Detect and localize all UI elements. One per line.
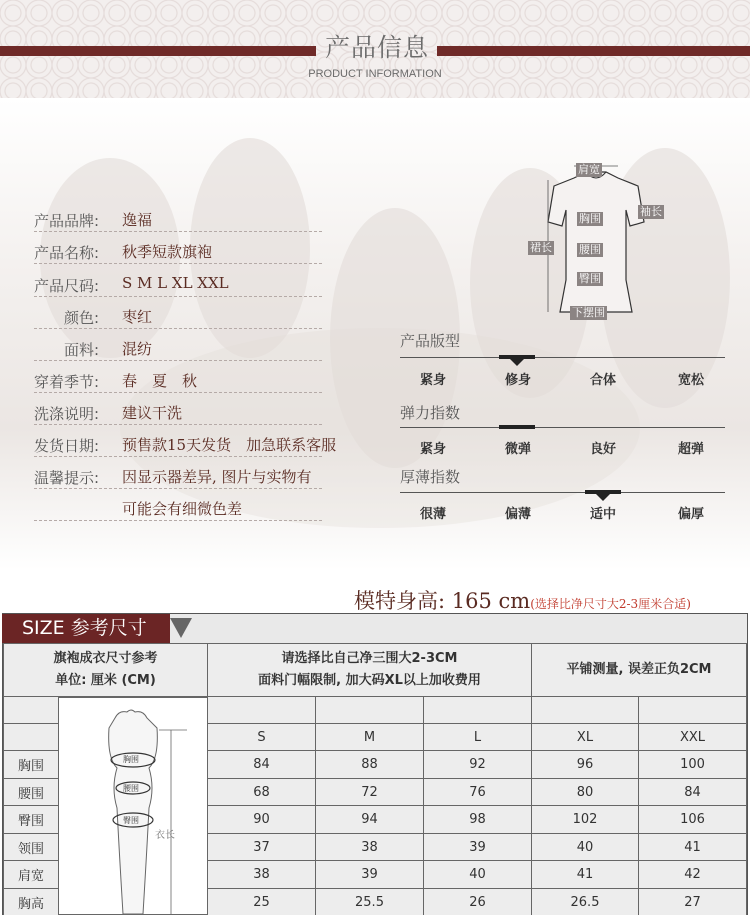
size-value-cell: 39 — [315, 860, 424, 889]
size-value-cell: 27 — [638, 888, 747, 915]
info-label: 产品尺码: — [34, 277, 100, 295]
info-value: 预售款15天发货 加急联系客服 — [122, 436, 337, 454]
size-header-line: 旗袍成衣尺寸参考 — [53, 651, 158, 666]
size-value-cell: 42 — [638, 860, 747, 889]
table-cell-blank — [207, 696, 316, 724]
fit-option: 修身 — [504, 373, 531, 388]
size-value-cell: 68 — [207, 778, 316, 807]
info-value: 可能会有细微色差 — [122, 500, 243, 518]
size-header-line: 单位: 厘米 (CM) — [55, 673, 156, 688]
size-value-cell: 40 — [423, 860, 532, 889]
size-value-cell: 38 — [207, 860, 316, 889]
size-value-cell: 25 — [207, 888, 316, 915]
fit-option: 合体 — [589, 373, 616, 388]
fit-option: 宽松 — [677, 373, 704, 388]
size-figure — [58, 697, 208, 915]
thickness-option: 偏厚 — [677, 507, 704, 522]
info-label: 穿着季节: — [34, 373, 100, 391]
dress-label-chest: 胸围 — [579, 212, 601, 225]
info-value: 因显示器差异, 图片与实物有 — [122, 468, 312, 486]
size-value-cell: 92 — [423, 750, 532, 779]
size-value-cell: 40 — [531, 833, 639, 862]
figure-label-length: 衣长 — [155, 830, 175, 841]
dress-label-shoulder: 肩宽 — [578, 163, 600, 176]
thickness-option: 很薄 — [419, 507, 446, 522]
table-cell-blank — [315, 696, 424, 724]
model-height-note: (选择比净尺寸大2-3厘米合适) — [530, 597, 691, 611]
size-value-cell: 100 — [638, 750, 747, 779]
info-value: 逸福 — [122, 211, 153, 229]
section-header — [0, 0, 750, 98]
info-label: 产品品牌: — [34, 212, 100, 230]
size-header-unit — [3, 643, 208, 697]
size-value-cell: 26 — [423, 888, 532, 915]
size-value-cell: 76 — [423, 778, 532, 807]
table-cell-blank — [3, 696, 59, 724]
qipao-figure-icon — [59, 698, 207, 914]
figure-label-waist: 腰围 — [123, 784, 139, 793]
size-row-label: 臀围 — [3, 805, 59, 834]
size-value-cell: 80 — [531, 778, 639, 807]
fit-index-title: 产品版型 — [400, 332, 461, 350]
dress-label-waist: 腰围 — [579, 243, 601, 256]
dress-label-hem: 下摆围 — [572, 306, 605, 319]
size-value-cell: 106 — [638, 805, 747, 834]
stretch-option: 超弹 — [677, 442, 704, 457]
size-col-header: XXL — [638, 723, 747, 751]
size-value-cell: 84 — [207, 750, 316, 779]
size-col-header: M — [315, 723, 424, 751]
info-row-name — [34, 240, 322, 264]
size-header-line: 请选择比自己净三围大2-3CM — [281, 651, 458, 666]
stretch-index-line — [400, 427, 725, 428]
info-row-color — [34, 305, 322, 329]
size-value-cell: 39 — [423, 833, 532, 862]
size-value-cell: 96 — [531, 750, 639, 779]
section-title: 产品信息 — [324, 33, 429, 62]
stretch-option: 紧身 — [419, 442, 446, 457]
info-value: 混纺 — [122, 340, 153, 358]
size-value-cell: 37 — [207, 833, 316, 862]
size-row-label: 领围 — [3, 833, 59, 862]
info-row-tip-cont — [34, 497, 322, 521]
thickness-option: 适中 — [589, 507, 616, 522]
header-bar-right — [437, 46, 750, 56]
table-cell-blank — [531, 696, 639, 724]
thickness-index-line — [400, 492, 725, 493]
info-label: 面料: — [64, 341, 100, 359]
figure-label-chest: 胸围 — [123, 755, 139, 764]
size-value-cell: 88 — [315, 750, 424, 779]
size-value-cell: 84 — [638, 778, 747, 807]
size-row-label: 肩宽 — [3, 860, 59, 889]
info-label: 产品名称: — [34, 244, 100, 262]
dress-label-hip: 臀围 — [579, 272, 601, 285]
size-table-tag: SIZE 参考尺寸 — [2, 614, 170, 643]
stretch-option: 良好 — [589, 442, 616, 457]
size-header-advice — [207, 643, 532, 697]
model-height — [354, 585, 691, 615]
size-row-label: 腰围 — [3, 778, 59, 807]
size-row-label: 胸高 — [3, 888, 59, 915]
size-value-cell: 98 — [423, 805, 532, 834]
table-cell-blank — [423, 696, 532, 724]
fit-option: 紧身 — [419, 373, 446, 388]
info-value: 春 夏 秋 — [122, 372, 198, 390]
size-value-cell: 41 — [531, 860, 639, 889]
size-value-cell: 26.5 — [531, 888, 639, 915]
stretch-index-marker — [499, 425, 535, 429]
info-row-shipping — [34, 433, 337, 457]
thickness-index-title: 厚薄指数 — [400, 468, 461, 486]
stretch-option: 微弹 — [504, 442, 531, 457]
size-col-header: S — [207, 723, 316, 751]
dress-label-sleeve: 袖长 — [640, 205, 662, 218]
info-label: 洗涤说明: — [34, 405, 100, 423]
info-row-tip — [34, 465, 322, 489]
table-cell-blank — [638, 696, 747, 724]
size-value-cell: 38 — [315, 833, 424, 862]
section-subtitle: PRODUCT INFORMATION — [308, 68, 442, 80]
size-header-line: 面料门幅限制, 加大码XL以上加收费用 — [258, 673, 481, 688]
fit-index-pointer-icon — [510, 359, 524, 366]
info-label: 温馨提示: — [34, 469, 100, 487]
header-bar-left — [0, 46, 316, 56]
size-col-header: L — [423, 723, 532, 751]
size-value-cell: 72 — [315, 778, 424, 807]
info-row-size — [34, 273, 322, 297]
dress-label-skirt: 裙长 — [530, 241, 552, 254]
figure-label-hip: 臀围 — [123, 816, 139, 825]
size-value-cell: 90 — [207, 805, 316, 834]
size-value-cell: 102 — [531, 805, 639, 834]
size-header-line: 平铺测量, 误差正负2CM — [566, 662, 712, 677]
info-label: 颜色: — [64, 309, 100, 327]
stretch-index-title: 弹力指数 — [400, 404, 461, 422]
thickness-index-pointer-icon — [596, 494, 610, 501]
table-cell-blank — [3, 723, 59, 751]
info-row-brand — [34, 208, 322, 232]
thickness-option: 偏薄 — [504, 507, 531, 522]
size-row-label: 胸围 — [3, 750, 59, 779]
size-value-cell: 94 — [315, 805, 424, 834]
info-value: S M L XL XXL — [122, 274, 229, 292]
info-row-fabric — [34, 337, 322, 361]
size-value-cell: 41 — [638, 833, 747, 862]
size-header-measure — [531, 643, 747, 697]
size-col-header: XL — [531, 723, 639, 751]
size-tag-arrow-icon — [170, 618, 192, 638]
size-value-cell: 25.5 — [315, 888, 424, 915]
fit-index-line — [400, 357, 725, 358]
info-row-washing — [34, 401, 322, 425]
info-value: 建议干洗 — [122, 404, 183, 422]
info-row-season — [34, 369, 322, 393]
model-height-label: 模特身高: 165 cm — [354, 589, 531, 613]
info-value: 枣红 — [122, 308, 153, 326]
info-label: 发货日期: — [34, 437, 100, 455]
info-value: 秋季短款旗袍 — [122, 243, 213, 261]
